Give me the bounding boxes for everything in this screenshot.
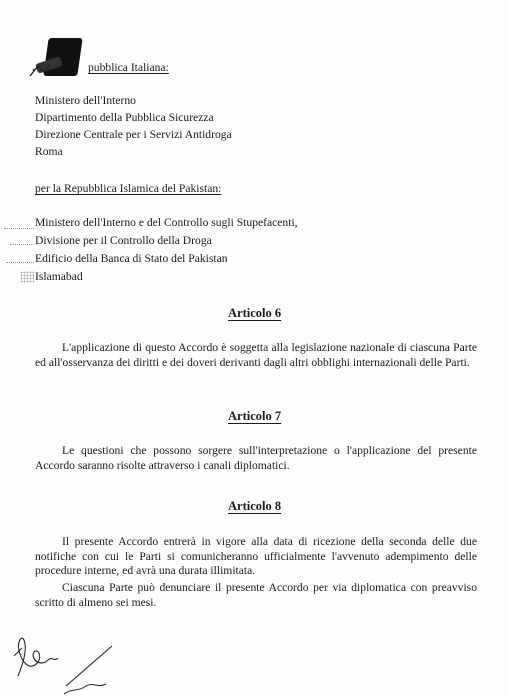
article-6-paragraph: L'applicazione di questo Accordo è soggetta alla legislazione nazionale di ciascuna Parte ed all'osservanza dei diritti e dei doveri derivanti dagli altri obblighi internazionali delle Parti.: [35, 341, 477, 369]
scan-leader-line: [4, 228, 34, 229]
pakistan-address-line: Divisione per il Controllo della Droga: [35, 234, 212, 247]
scan-leader-line: [10, 244, 34, 245]
pakistan-address-line: Ministero dell'Interno e del Controllo sugli Stupefacenti,: [35, 216, 298, 229]
stamp-mark-icon: [28, 36, 88, 80]
article-7-paragraph: Le questioni che possono sorgere sull'interpretazione o l'applicazione del presente Accordo saranno risolte attraverso i canali diplomatici.: [35, 444, 477, 472]
pakistan-address-line: Islamabad: [35, 270, 83, 283]
italy-address-line: Direzione Centrale per i Servizi Antidroga: [35, 128, 232, 141]
stamp-emblem: [28, 36, 88, 80]
scan-leader-line: [6, 262, 34, 263]
article-6-title: Articolo 6: [228, 306, 282, 320]
article-8-paragraph-1: Il presente Accordo entrerà in vigore alla data di ricezione della seconda delle due notifiche con cui le Parti si comunicheranno ufficialmente l'avvenuto adempimento delle procedure interne, ed avrà una durata illimitata.: [35, 535, 477, 577]
article-8-paragraph-2: Ciascuna Parte può denunciare il presente Accordo per via diplomatica con preavviso scritto di almeno sei mesi.: [35, 581, 477, 609]
signature-right: [62, 636, 132, 696]
italy-party-heading: pubblica Italiana:: [88, 61, 169, 74]
scan-noise: [20, 271, 34, 283]
italy-address-line: Ministero dell'Interno: [35, 94, 136, 107]
italy-address-line: Roma: [35, 145, 63, 158]
italy-address-line: Dipartimento della Pubblica Sicurezza: [35, 111, 214, 124]
pakistan-party-heading: per la Repubblica Islamica del Pakistan:: [35, 182, 222, 195]
article-7-title: Articolo 7: [228, 409, 282, 423]
article-8-title: Articolo 8: [228, 499, 282, 513]
pakistan-address-line: Edificio della Banca di Stato del Pakistan: [35, 252, 228, 265]
